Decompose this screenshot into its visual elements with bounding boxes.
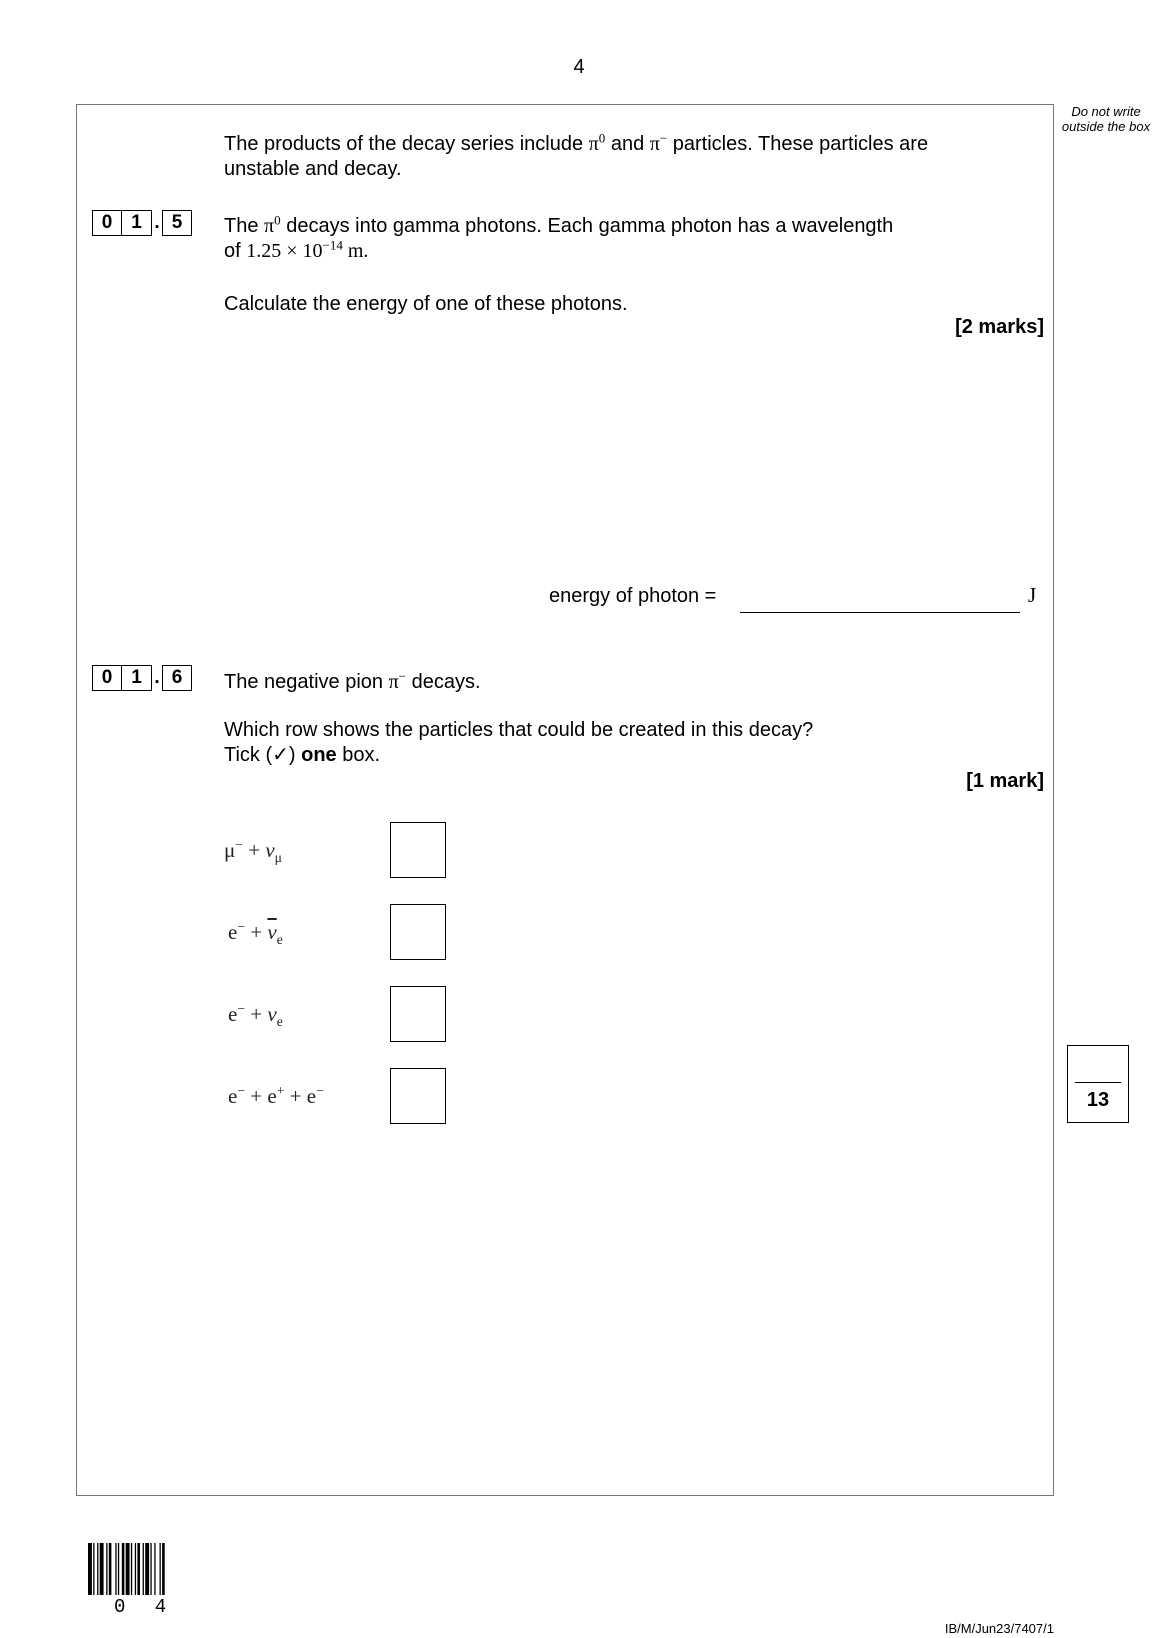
q15-text: The $\pi^0$ decays into gamma photons. Each gamma photon has a wavelength of $1.25 \times 10^{-14}$ m. [224, 212, 894, 262]
energy-answer-line[interactable] [740, 612, 1020, 613]
score-entry-line [1075, 1082, 1121, 1083]
question-number-01-6: 0 1 . 6 [92, 665, 192, 691]
answer-unit: J [1028, 583, 1037, 607]
option-label-1: $\mu^- + \nu_\mu$ [224, 837, 282, 866]
q16-intro: The negative pion π− decays. [224, 668, 481, 693]
intro-text: The products of the decay series include $\pi^0$ and π− particles. These particles are unstable and decay. [224, 130, 929, 180]
question-number-01-5: 0 1 . 5 [92, 210, 192, 236]
answer-label: energy of photon = [549, 585, 717, 607]
option-label-4: e− + e+ + e− [228, 1083, 324, 1108]
option-label-2: $e^- + \overline{\nu}_e$ [228, 919, 283, 948]
q15-instruction: Calculate the energy of one of these photons. [224, 293, 628, 315]
q15-marks: [2 marks] [955, 316, 1044, 338]
q16-question: Which row shows the particles that could be created in this decay? Tick (✓) one box. [224, 719, 814, 766]
option-label-3: $e^- + \nu_e$ [228, 1001, 283, 1030]
barcode [88, 1543, 194, 1595]
score-total: 13 [1086, 1089, 1110, 1111]
option-checkbox-2[interactable] [390, 904, 446, 960]
margin-note: Do not write outside the box [1061, 104, 1151, 134]
option-checkbox-1[interactable] [390, 822, 446, 878]
option-checkbox-3[interactable] [390, 986, 446, 1042]
barcode-number: 0 4 [114, 1596, 176, 1618]
footer-code: IB/M/Jun23/7407/1 [944, 1621, 1054, 1636]
option-checkbox-4[interactable] [390, 1068, 446, 1124]
page-number: 4 [573, 56, 585, 78]
q16-marks: [1 mark] [966, 770, 1044, 792]
